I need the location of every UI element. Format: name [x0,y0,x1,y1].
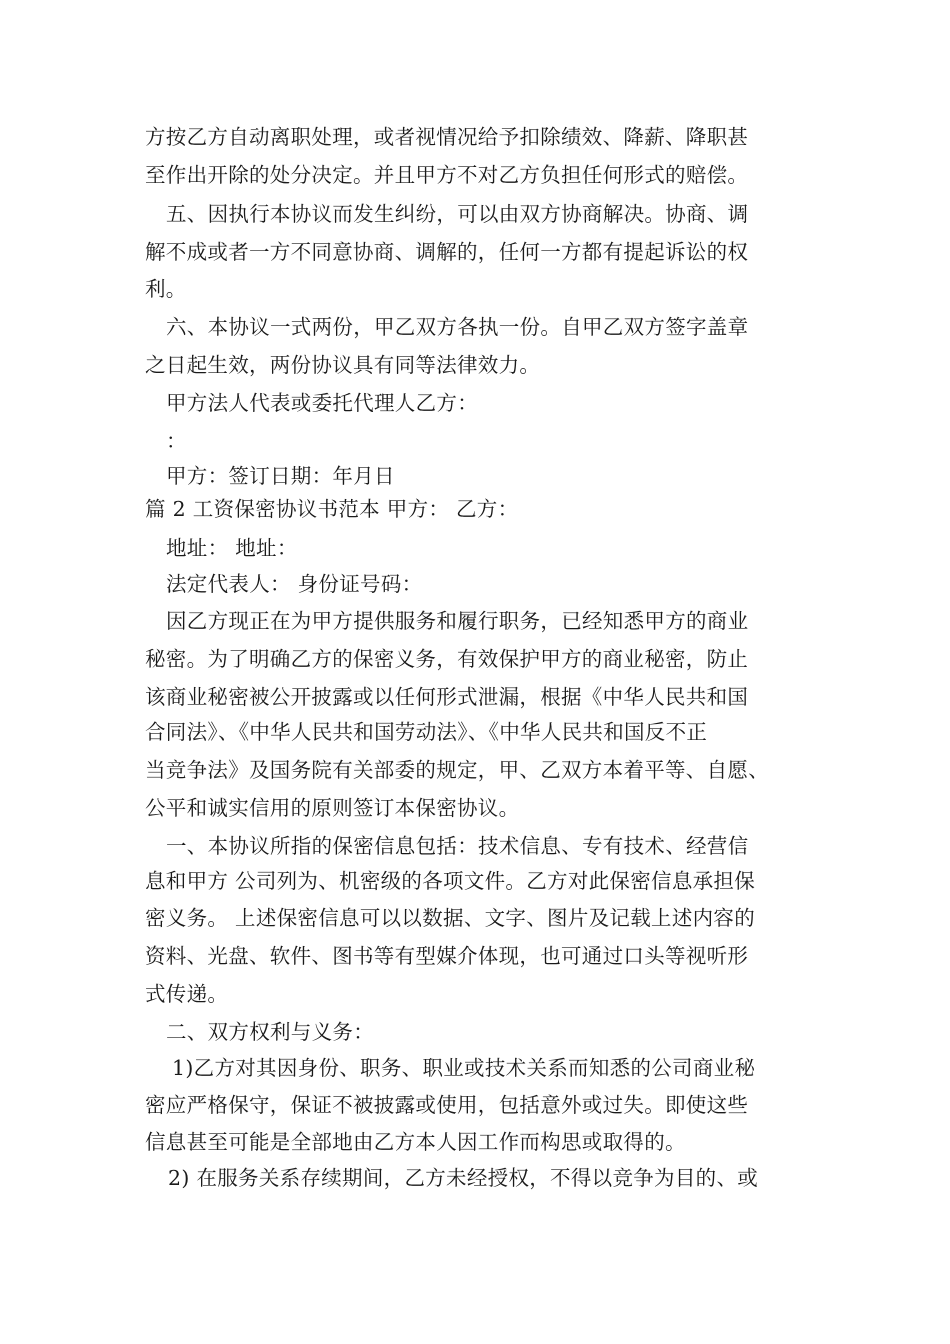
text-line: 地址： 地址： [166,536,298,560]
text-line: 法定代表人： 身份证号码： [166,572,423,596]
text-line: 秘密。为了明确乙方的保密义务，有效保护甲方的商业秘密，防止 [145,647,749,671]
text-line: 甲方法人代表或委托代理人乙方： [166,391,478,415]
text-line: 至作出开除的处分决定。并且甲方不对乙方负担任何形式的赔偿。 [145,163,749,187]
text-line: 六、本协议一式两份，甲乙双方各执一份。自甲乙双方签字盖章 [166,315,749,339]
text-line: 该商业秘密被公开披露或以任何形式泄漏，根据《中华人民共和国 [145,685,749,709]
text-line: 式传递。 [145,982,229,1006]
text-line: 公平和诚实信用的原则签订本保密协议。 [145,796,520,820]
text-line: ： [166,429,187,453]
text-line: 篇 2 工资保密协议书范本 甲方： 乙方： [145,497,519,521]
text-line: 利。 [145,277,187,301]
text-line: 合同法》、《中华人民共和国劳动法》、《中华人民共和国反不正 [145,720,708,744]
text-line: 二、双方权利与义务： [166,1020,374,1044]
text-line: 方按乙方自动离职处理，或者视情况给予扣除绩效、降薪、降职甚 [145,125,749,149]
text-line: 1)乙方对其因身份、职务、职业或技术关系而知悉的公司商业秘 [172,1056,756,1080]
text-line: 资料、光盘、软件、图书等有型媒介体现，也可通过口头等视听形 [145,944,749,968]
text-line: 信息甚至可能是全部地由乙方本人因工作而构思或取得的。 [145,1130,686,1154]
text-line: 解不成或者一方不同意协商、调解的，任何一方都有提起诉讼的权 [145,240,749,264]
text-line: 甲方：签订日期：年月日 [166,464,395,488]
text-line: 密义务。 上述保密信息可以以数据、文字、图片及记载上述内容的 [145,906,756,930]
text-line: 一、本协议所指的保密信息包括：技术信息、专有技术、经营信 [166,834,749,858]
text-line: 之日起生效，两份协议具有同等法律效力。 [145,353,541,377]
text-line: 五、因执行本协议而发生纠纷，可以由双方协商解决。协商、调 [166,202,749,226]
text-line: 因乙方现正在为甲方提供服务和履行职务，已经知悉甲方的商业 [166,609,749,633]
text-line: 2) 在服务关系存续期间，乙方未经授权，不得以竞争为目的、或 [168,1166,759,1190]
text-line: 当竞争法》及国务院有关部委的规定，甲、乙双方本着平等、自愿、 [145,758,769,782]
text-line: 密应严格保守，保证不被披露或使用，包括意外或过失。即使这些 [145,1093,749,1117]
text-line: 息和甲方 公司列为、机密级的各项文件。乙方对此保密信息承担保 [145,869,756,893]
